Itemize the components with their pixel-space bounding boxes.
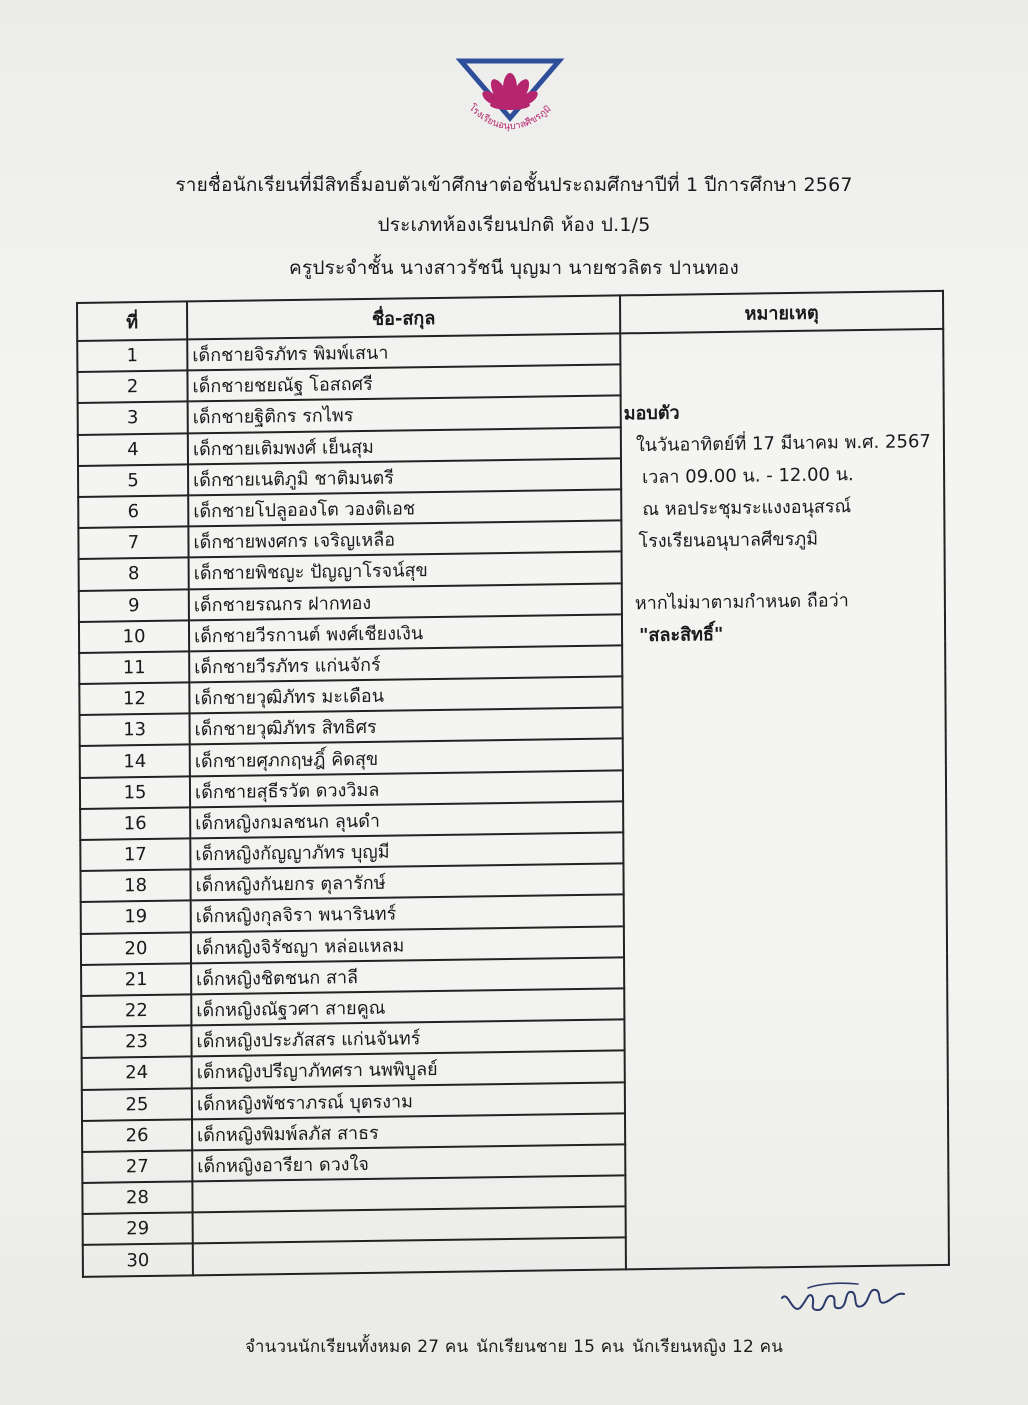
student-name-cell: เด็กชายศุภกฤษฎิ์ คิดสุข bbox=[190, 739, 623, 776]
student-name-cell: เด็กหญิงกัญญาภัทร บุญมี bbox=[190, 832, 623, 869]
student-name-cell: เด็กหญิงอารียา ดวงใจ bbox=[192, 1144, 625, 1181]
student-name-cell: เด็กหญิงกุลจิรา พนารินทร์ bbox=[191, 895, 624, 932]
row-number-cell: 24 bbox=[82, 1057, 192, 1090]
student-name-cell: เด็กชายฐิติกร รกไพร bbox=[188, 396, 621, 433]
enrollment-note bbox=[621, 330, 944, 652]
logo-text: โรงเรียนอนุบาลศีขรภูมิ bbox=[466, 102, 554, 133]
student-name-cell: เด็กชายโปลูอองโต วองติเอช bbox=[188, 489, 621, 526]
row-number-cell: 25 bbox=[82, 1088, 192, 1121]
note-forfeit: "สละสิทธิ์" bbox=[639, 623, 724, 647]
student-name-cell: เด็กหญิงจิรัชญา หล่อแหลม bbox=[191, 926, 624, 963]
student-name-cell: เด็กชายวุฒิภัทร สิทธิศร bbox=[190, 708, 623, 745]
student-name-cell: เด็กชายเติมพงศ์ เย็นสุม bbox=[188, 427, 621, 464]
student-name-cell: เด็กหญิงพัชราภรณ์ บุตรงาม bbox=[192, 1082, 625, 1119]
column-header-name: ชื่อ-สกุล bbox=[187, 295, 620, 339]
row-number-cell: 2 bbox=[77, 371, 187, 404]
column-header-number: ที่ bbox=[77, 301, 187, 341]
student-name-cell: เด็กหญิงปรีญาภัทศรา นพพิบูลย์ bbox=[192, 1051, 625, 1088]
student-name-cell: เด็กชายวีรกานต์ พงศ์เชียงเงิน bbox=[189, 614, 622, 651]
row-number-cell: 23 bbox=[81, 1026, 191, 1059]
row-number-cell: 17 bbox=[80, 838, 190, 871]
student-name-cell: เด็กชายจิรภัทร พิมพ์เสนา bbox=[187, 333, 620, 370]
note-time: เวลา 09.00 น. - 12.00 น. bbox=[642, 464, 854, 489]
student-name-cell: เด็กชายพงศกร เจริญเหลือ bbox=[188, 521, 621, 558]
student-table-container bbox=[76, 290, 948, 1282]
row-number-cell: 28 bbox=[82, 1181, 192, 1214]
row-number-cell: 6 bbox=[78, 495, 188, 528]
row-number-cell: 3 bbox=[78, 402, 188, 435]
row-number-cell: 18 bbox=[80, 870, 190, 903]
student-count-summary bbox=[0, 1333, 1028, 1360]
student-table bbox=[76, 290, 950, 1278]
note-title: มอบตัว bbox=[623, 402, 680, 425]
row-number-cell: 21 bbox=[81, 963, 191, 996]
student-name-cell: เด็กหญิงณัฐวศา สายคูณ bbox=[191, 988, 624, 1025]
row-number-cell: 14 bbox=[80, 745, 190, 778]
note-cell bbox=[620, 329, 949, 1269]
row-number-cell: 22 bbox=[81, 994, 191, 1027]
row-number-cell: 13 bbox=[80, 714, 190, 747]
table-body bbox=[77, 329, 949, 1277]
column-header-note: หมายเหตุ bbox=[620, 291, 943, 334]
student-name-cell: เด็กชายวีรภัทร แก่นจักร์ bbox=[189, 645, 622, 682]
summary-boys: นักเรียนชาย 15 คน bbox=[476, 1337, 625, 1357]
student-name-cell: เด็กหญิงชิตชนก สาลี bbox=[191, 957, 624, 994]
note-warning: หากไม่มาตามกำหนด ถือว่า bbox=[634, 590, 849, 615]
note-school: โรงเรียนอนุบาลศีขรภูมิ bbox=[638, 528, 819, 553]
student-name-cell: เด็กชายรณกร ฝากทอง bbox=[189, 583, 622, 620]
document-title: รายชื่อนักเรียนที่มีสิทธิ์มอบตัวเข้าศึกษาต่อชั้นประถมศึกษาปีที่ 1 ปีการศึกษา 2567 bbox=[175, 174, 853, 196]
row-number-cell: 16 bbox=[80, 807, 190, 840]
student-name-cell: เด็กหญิงกันยกร ตุลารักษ์ bbox=[190, 864, 623, 901]
row-number-cell: 5 bbox=[78, 464, 188, 497]
school-logo-icon bbox=[455, 58, 565, 138]
row-number-cell: 15 bbox=[80, 776, 190, 809]
summary-total: จำนวนนักเรียนทั้งหมด 27 คน bbox=[244, 1337, 469, 1357]
student-name-cell: เด็กชายเนติภูมิ ชาติมนตรี bbox=[188, 458, 621, 495]
handwritten-signature-icon bbox=[778, 1280, 908, 1320]
homeroom-teachers-heading: ครูประจำชั้น นางสาวรัชนี บุญมา นายชวลิตร ปานทอง bbox=[289, 257, 739, 279]
note-place: ณ หอประชุมระแงงอนุสรณ์ bbox=[642, 496, 852, 521]
student-name-cell: เด็กชายพิชญะ ปัญญาโรจน์สุข bbox=[189, 552, 622, 589]
row-number-cell: 1 bbox=[77, 339, 187, 372]
row-number-cell: 19 bbox=[81, 901, 191, 934]
note-date: ในวันอาทิตย์ที่ 17 มีนาคม พ.ศ. 2567 bbox=[635, 431, 931, 457]
row-number-cell: 8 bbox=[79, 558, 189, 591]
student-name-cell: เด็กชายวุฒิภัทร มะเดือน bbox=[189, 676, 622, 713]
student-name-cell: เด็กหญิงกมลชนก ลุนดำ bbox=[190, 801, 623, 838]
row-number-cell: 12 bbox=[79, 682, 189, 715]
summary-girls: นักเรียนหญิง 12 คน bbox=[632, 1337, 784, 1357]
student-name-cell: เด็กหญิงพิมพ์ลภัส สาธร bbox=[192, 1113, 625, 1150]
row-number-cell: 11 bbox=[79, 651, 189, 684]
row-number-cell: 20 bbox=[81, 932, 191, 965]
student-name-cell: เด็กชายชยณัฐ โอสถศรี bbox=[187, 365, 620, 402]
row-number-cell: 10 bbox=[79, 620, 189, 653]
student-name-cell: เด็กหญิงประภัสสร แก่นจันทร์ bbox=[191, 1019, 624, 1056]
row-number-cell: 30 bbox=[83, 1244, 193, 1277]
row-number-cell: 9 bbox=[79, 589, 189, 622]
row-number-cell: 29 bbox=[83, 1213, 193, 1246]
row-number-cell: 26 bbox=[82, 1119, 192, 1152]
student-name-cell bbox=[193, 1238, 626, 1275]
row-number-cell: 4 bbox=[78, 433, 188, 466]
row-number-cell: 7 bbox=[78, 527, 188, 560]
row-number-cell: 27 bbox=[82, 1150, 192, 1183]
class-type-heading: ประเภทห้องเรียนปกติ ห้อง ป.1/5 bbox=[377, 214, 651, 236]
student-name-cell: เด็กชายสุธีรวัต ดวงวิมล bbox=[190, 770, 623, 807]
